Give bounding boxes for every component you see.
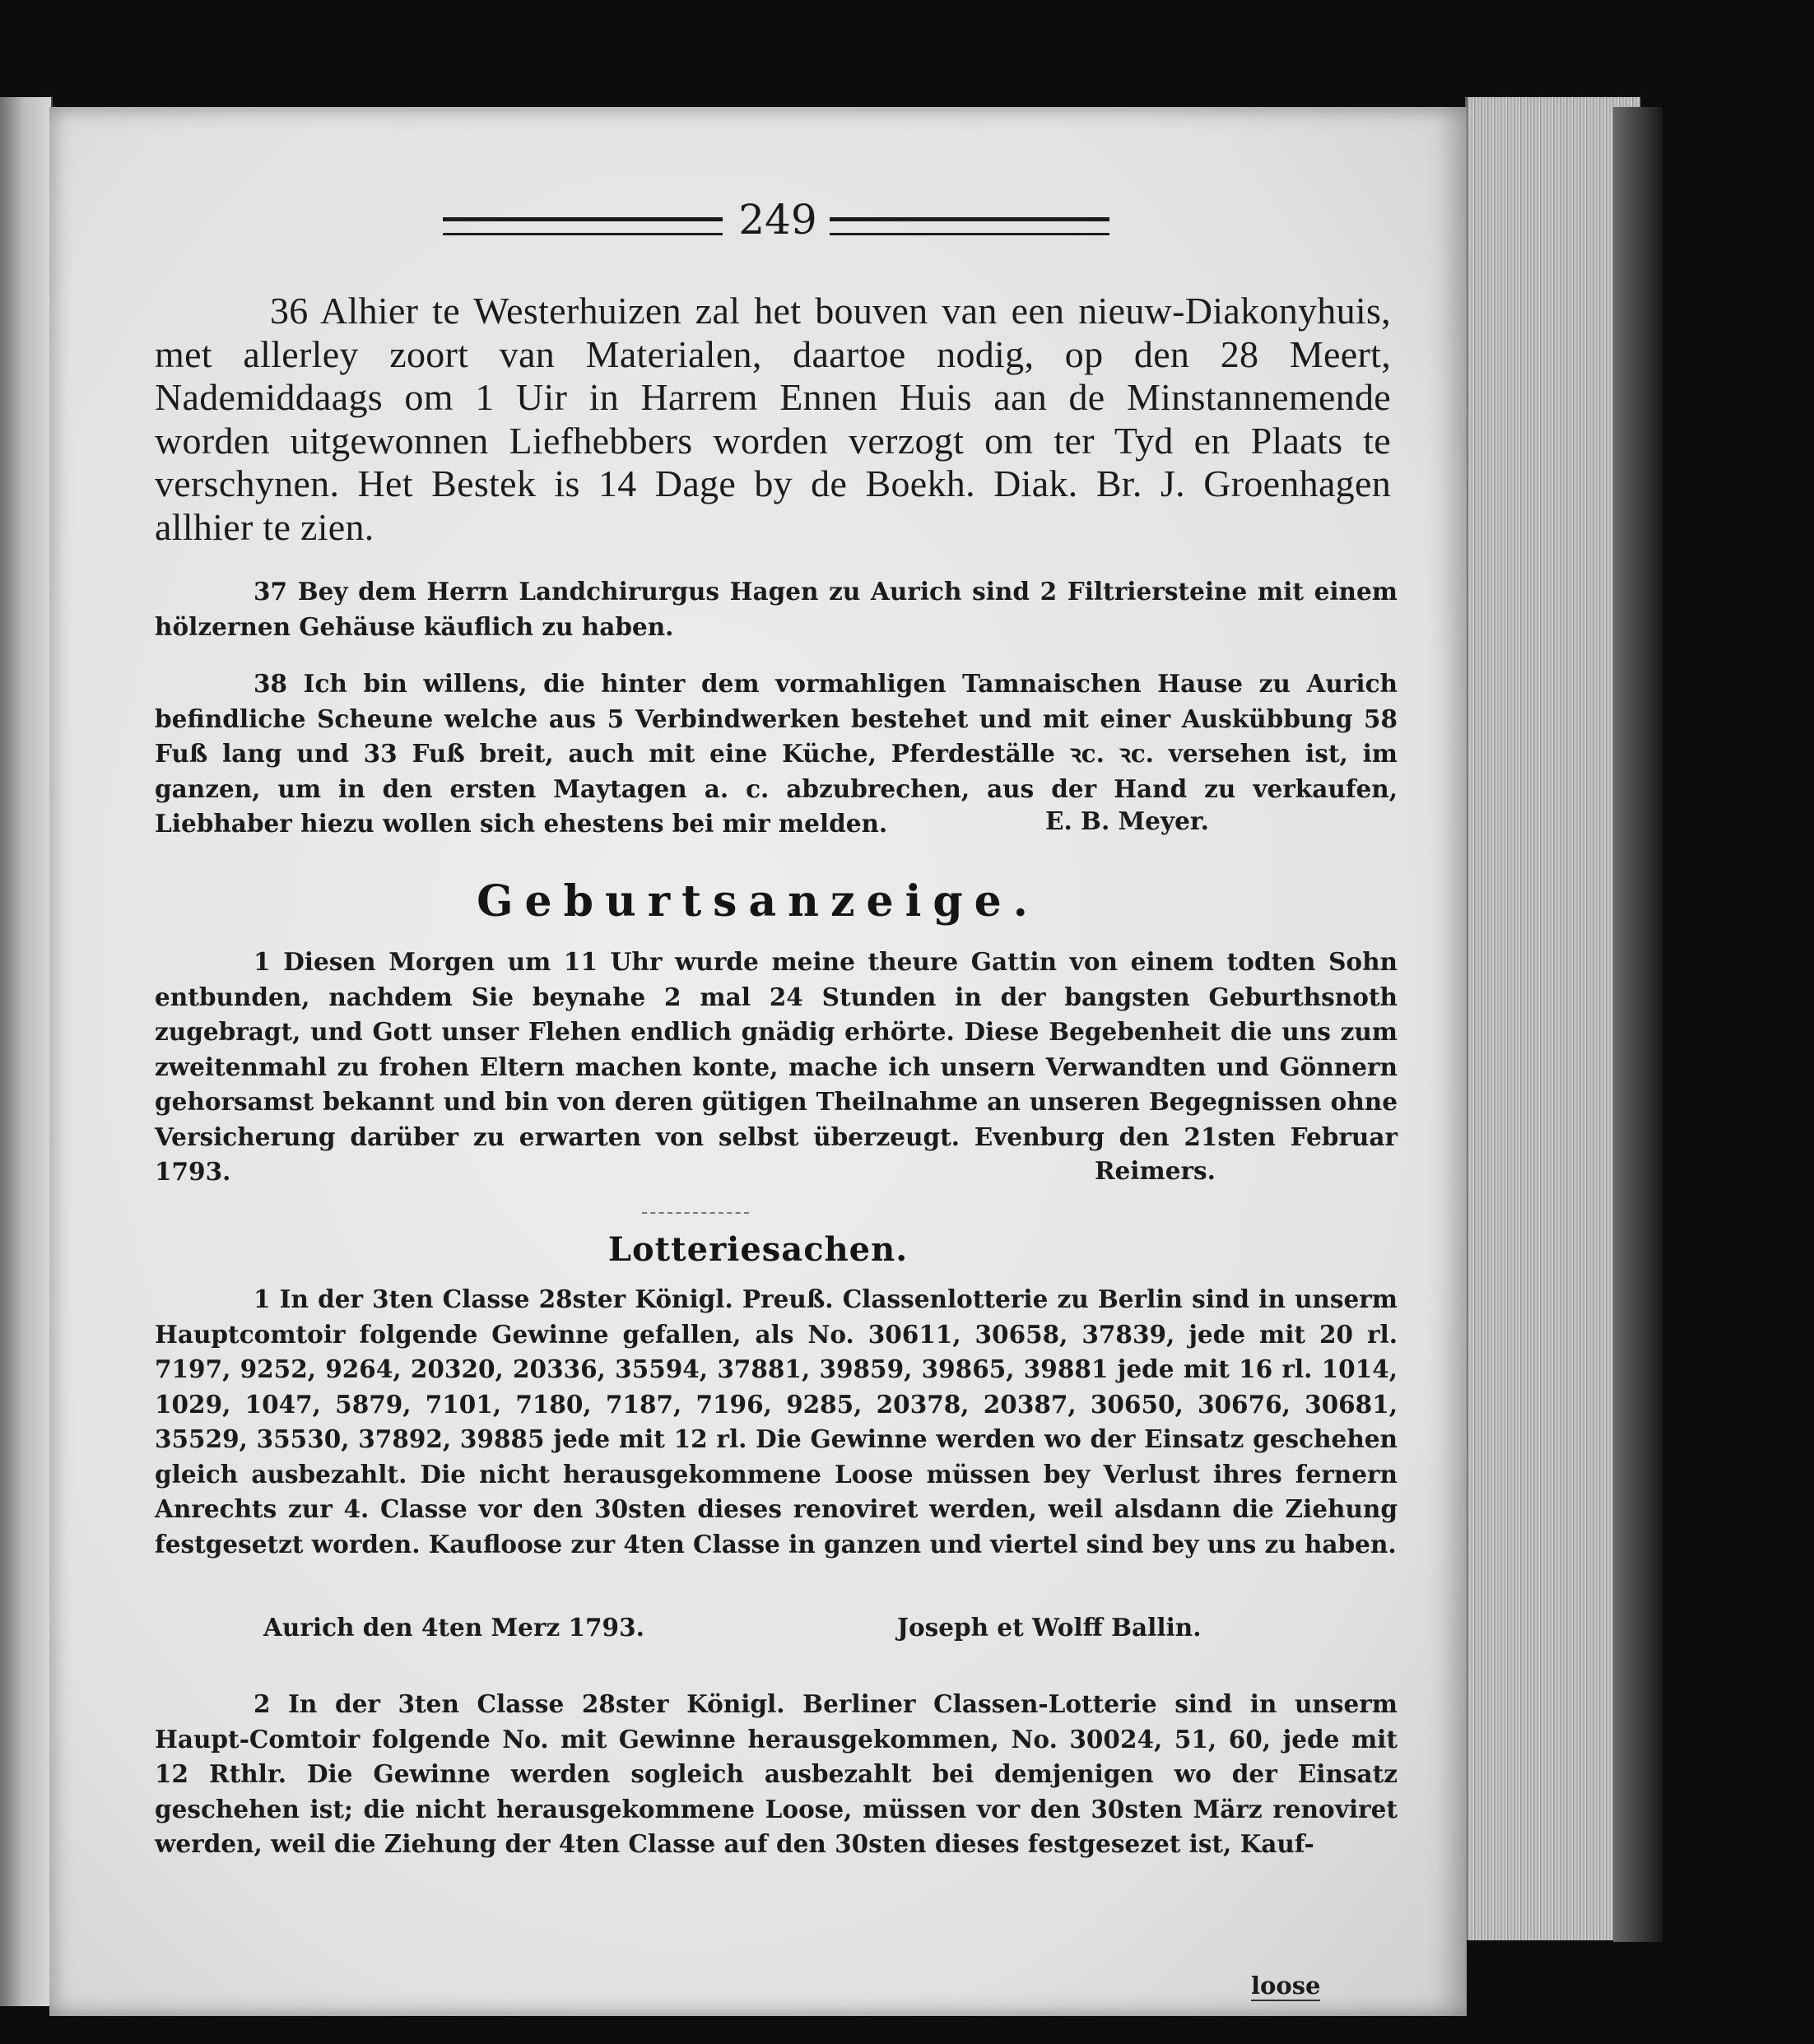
advertisement-37: 37 Bey dem Herrn Landchirurgus Hagen zu Aurich sind 2 Filtriersteine mit einem hölzernen Gehäuse käuflich zu haben. xyxy=(155,577,1398,641)
lottery-item-1-place-date: Aurich den 4ten Merz 1793. xyxy=(263,1613,644,1642)
book-page xyxy=(49,107,1467,2016)
header-rule-left xyxy=(443,217,723,235)
lottery-item-2: 2 In der 3ten Classe 28ster Königl. Berliner Classen-Lotterie sind in unserm Haupt-Comtoir folgende No. mit Gewinne herausgekommen, No. 30024, 51, 60, jede mit 12 Rthlr. Die Gewinne werden sogleich ausbezahlt bei demjenigen wo der Einsatz geschehen ist; die nicht herausgekommene Loose, müssen vor den 30sten März renoviret werden, weil die Ziehung der 4ten Classe auf den 30sten dieses festgesezet ist, Kauf- xyxy=(155,1689,1398,1858)
advertisement-36: 36 Alhier te Westerhuizen zal het bouven van een nieuw-Diakonyhuis, met allerley zoort van Materialen, daartoe nodig, op den 28 Meert, Nademiddaags om 1 Uir in Harrem Ennen Huis aan de Minstannemende worden uitgewonnen Liefhebbers worden verzogt om ter Tyd en Plaats te verschynen. Het Bestek is 14 Dage by de Boekh. Diak. Br. J. Groenhagen allhier te zien. xyxy=(155,290,1391,548)
lottery-item-1-signature: Joseph et Wolff Ballin. xyxy=(897,1613,1202,1642)
header-rule-right xyxy=(830,217,1109,235)
section-divider xyxy=(642,1212,749,1214)
birth-announcement-text: 1 Diesen Morgen um 11 Uhr wurde meine theure Gattin von einem todten Sohn entbunden, nachdem Sie beynahe 2 mal 24 Stunden in der bangsten Geburthsnoth zugebragt, und Gott unser Flehen endlich gnädig erhörte. Diese Begebenheit die uns zum zweitenmahl zu frohen Eltern machen konte, mache ich unsern Verwandten und Gönnern gehorsamst bekannt und bin von deren gütigen Theilnahme an unseren Begegnissen ohne Versicherung darüber zu erwarten von selbst überzeugt. Evenburg den 21sten Februar 1793. xyxy=(155,947,1398,1186)
catchword: loose xyxy=(1251,1972,1321,2000)
advertisement-38: 38 Ich bin willens, die hinter dem vormahligen Tamnaischen Hause zu Aurich befindliche Scheune welche aus 5 Verbindwerken bestehet und mit einer Auskübbung 58 Fuß lang und 33 Fuß breit, auch mit eine Küche, Pferdeställe ꝛc. ꝛc. versehen ist, im ganzen, um in den ersten Maytagen a. c. abzubrechen, aus der Hand zu verkaufen, Liebhaber hiezu wollen sich ehestens bei mir melden. xyxy=(155,669,1398,838)
book-edge-shadow xyxy=(1613,107,1663,1942)
lottery-item-1: 1 In der 3ten Classe 28ster Königl. Preuß. Classenlotterie zu Berlin sind in unserm Hauptcomtoir folgende Gewinne gefallen, als No. 30611, 30658, 37839, jede mit 20 rl. 7197, 9252, 9264, 20320, 20336, 35594, 37881, 39859, 39865, 39881 jede mit 16 rl. 1014, 1029, 1047, 5879, 7101, 7180, 7187, 7196, 9285, 20378, 20387, 30650, 30676, 30681, 35529, 35530, 37892, 39885 jede mit 12 rl. Die Gewinne werden wo der Einsatz geschehen gleich ausbezahlt. Die nicht herausgekommene Loose müssen bey Verlust ihres fernern Anrechts zur 4. Classe vor den 30sten dieses renoviret werden, weil alsdann die Ziehung festgesetzt worden. Kaufloose zur 4ten Classe in ganzen und viertel sind bey uns zu haben. xyxy=(155,1284,1398,1559)
lottery-heading: Lotteriesachen. xyxy=(607,1230,909,1269)
previous-page-edge xyxy=(0,97,53,2006)
page-number: 249 xyxy=(738,196,817,244)
birth-announcement-signature: Reimers. xyxy=(1095,1156,1216,1185)
advertisement-38-signature: E. B. Meyer. xyxy=(1045,806,1209,835)
birth-announcement-heading: Geburtsanzeige. xyxy=(477,876,1040,927)
